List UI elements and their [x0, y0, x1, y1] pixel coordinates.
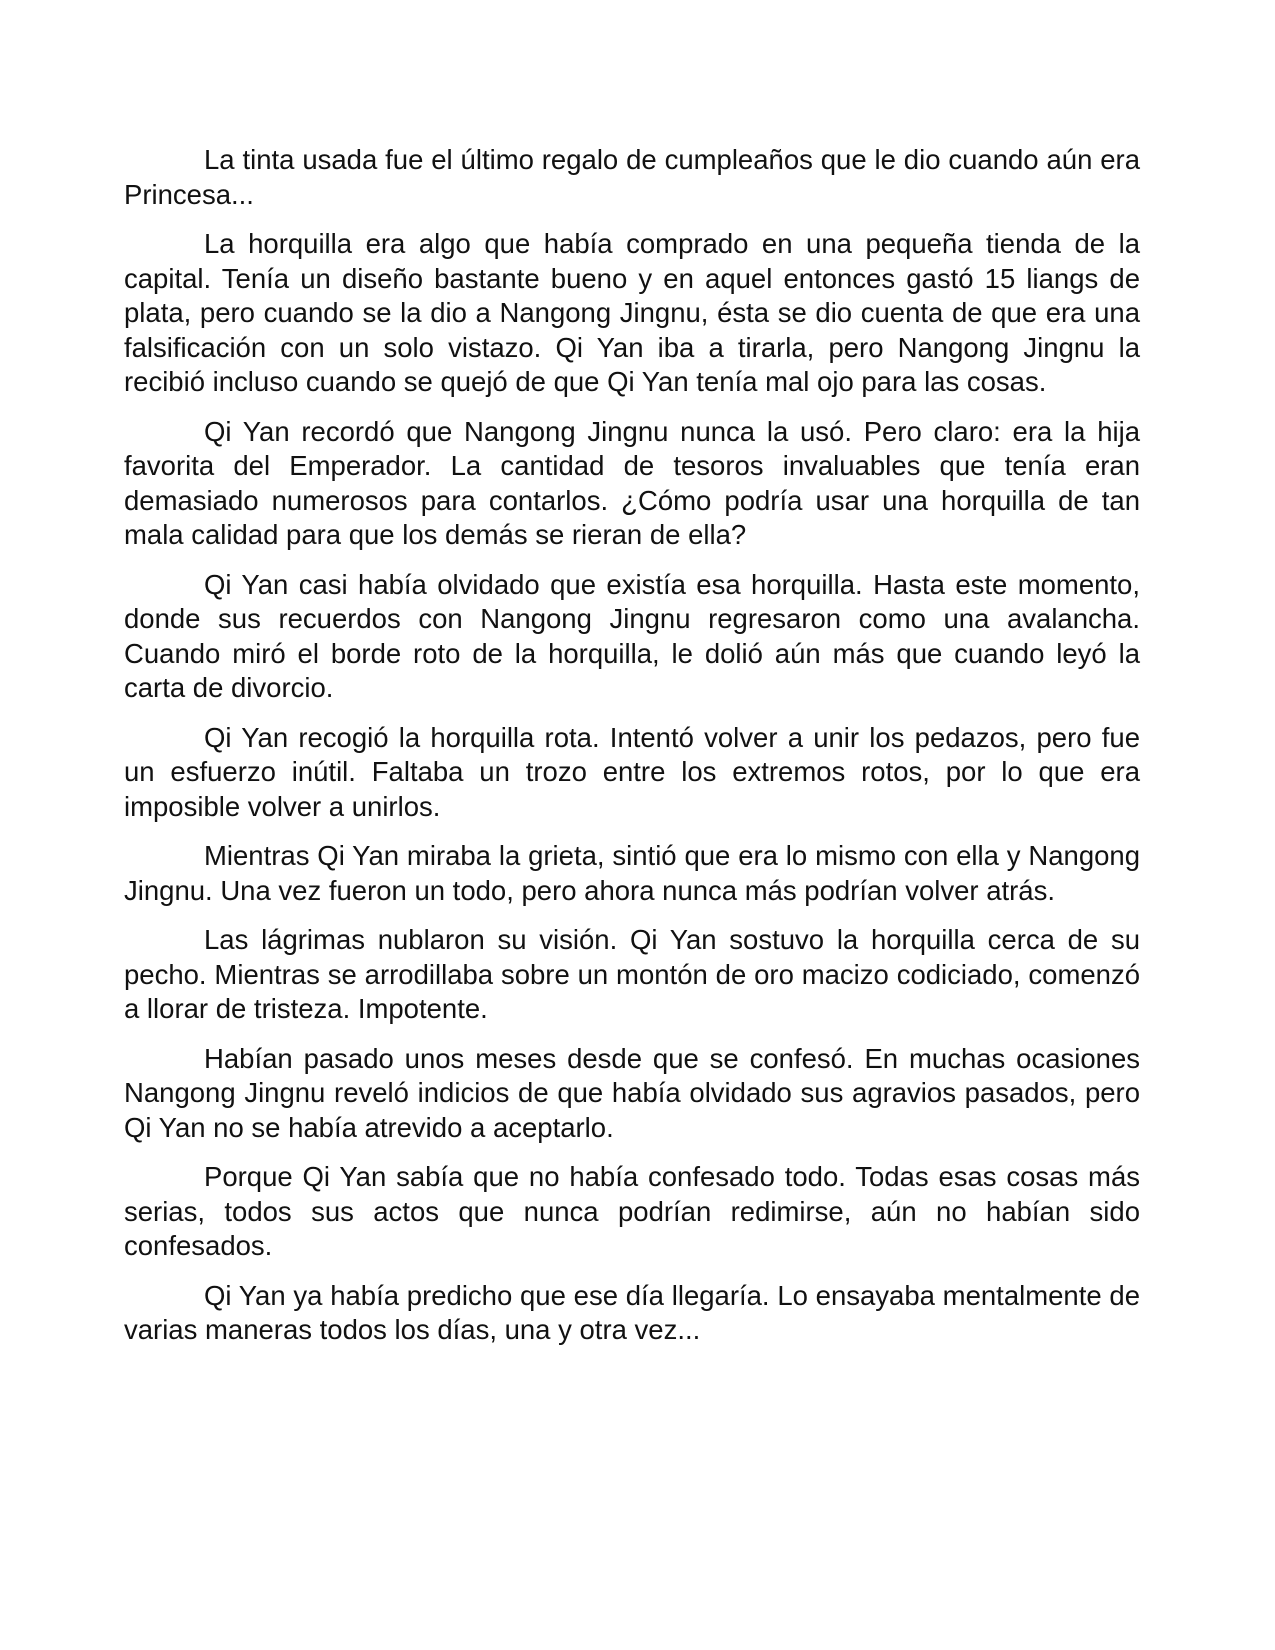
paragraph-6: Mientras Qi Yan miraba la grieta, sintió que era lo mismo con ella y Nangong Jingnu. Una vez fueron un todo, pero ahora nunca más podrían volver atrás. [124, 840, 1140, 906]
paragraph-7: Las lágrimas nublaron su visión. Qi Yan sostuvo la horquilla cerca de su pecho. Mientras se arrodillaba sobre un montón de oro macizo codiciado, comenzó a llorar de tristeza. Impotente. [124, 924, 1140, 1024]
paragraph-3: Qi Yan recordó que Nangong Jingnu nunca la usó. Pero claro: era la hija favorita del Emperador. La cantidad de tesoros invaluables que tenía eran demasiado numerosos para contarlos. ¿Cómo podría usar una horquilla de tan mala calidad para que los demás se rieran de ella? [124, 415, 1140, 550]
document-page [124, 143, 1140, 1363]
paragraph-5: Qi Yan recogió la horquilla rota. Intentó volver a unir los pedazos, pero fue un esfuerzo inútil. Faltaba un trozo entre los extremos rotos, por lo que era imposible volver a unirlos. [124, 721, 1140, 822]
paragraph-1: La tinta usada fue el último regalo de cumpleaños que le dio cuando aún era Princesa... [124, 144, 1140, 210]
paragraph-9: Porque Qi Yan sabía que no había confesado todo. Todas esas cosas más serias, todos sus actos que nunca podrían redimirse, aún no habían sido confesados. [124, 1161, 1140, 1261]
paragraph-10: Qi Yan ya había predicho que ese día llegaría. Lo ensayaba mentalmente de varias maneras todos los días, una y otra vez... [124, 1279, 1140, 1345]
paragraph-4: Qi Yan casi había olvidado que existía esa horquilla. Hasta este momento, donde sus recuerdos con Nangong Jingnu regresaron como una avalancha. Cuando miró el borde roto de la horquilla, le dolió aún más que cuando leyó la carta de divorcio. [124, 568, 1140, 703]
paragraph-8: Habían pasado unos meses desde que se confesó. En muchas ocasiones Nangong Jingnu reveló indicios de que había olvidado sus agravios pasados, pero Qi Yan no se había atrevido a aceptarlo. [124, 1042, 1140, 1143]
paragraph-2: La horquilla era algo que había comprado en una pequeña tienda de la capital. Tenía un diseño bastante bueno y en aquel entonces gastó 15 liangs de plata, pero cuando se la dio a Nangong Jingnu, ésta se dio cuenta de que era una falsificación con un solo vistazo. Qi Yan iba a tirarla, pero Nangong Jingnu la recibió incluso cuando se quejó de que Qi Yan tenía mal ojo para las cosas. [124, 228, 1140, 397]
